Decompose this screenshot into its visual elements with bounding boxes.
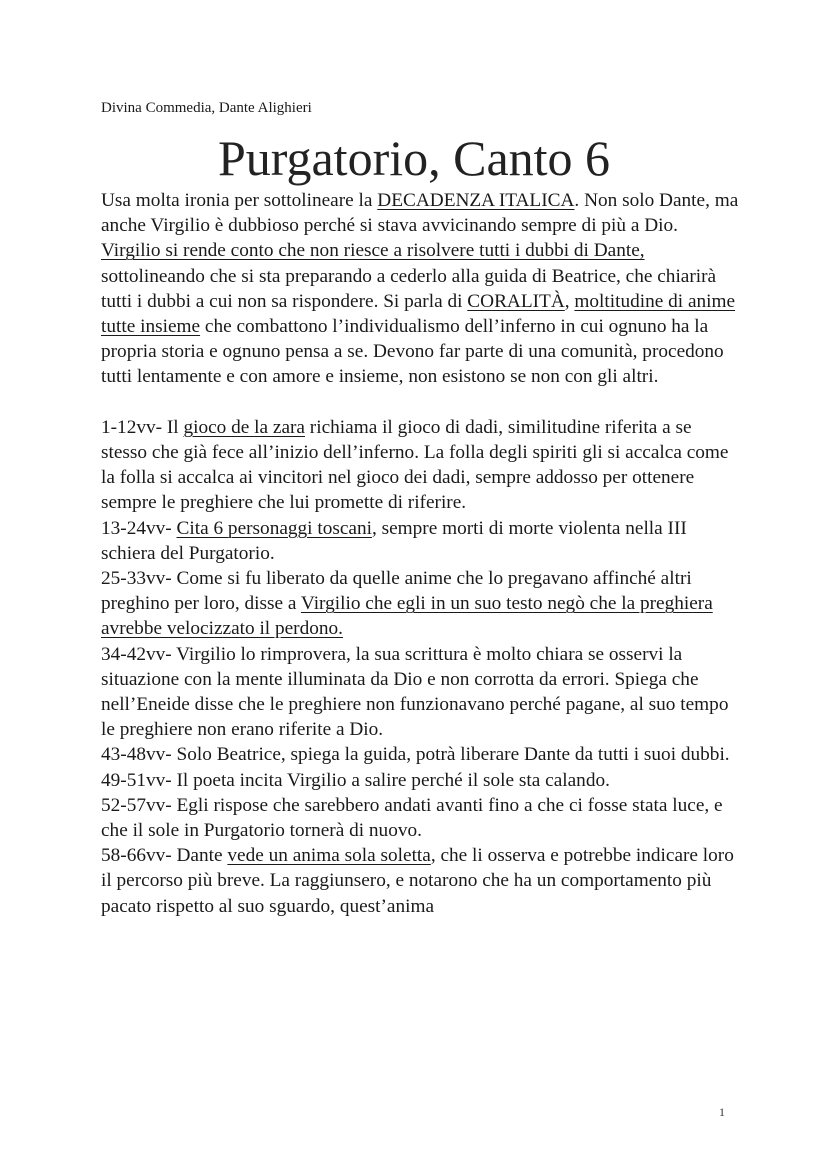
text-run: 52-57vv- Egli rispose che sarebbero andati avanti fino a che ci fosse stata luce, e che il sole in Purgatorio tornerà di nuovo. [101, 794, 723, 842]
verse-note [101, 843, 741, 919]
page-number: 1 [719, 1105, 725, 1119]
underlined-text: gioco de la zara [183, 416, 305, 438]
text-run: Usa molta ironia per sottolineare la [101, 190, 378, 211]
document-body [101, 188, 741, 919]
document-header: Divina Commedia, Dante Alighieri [101, 100, 312, 116]
text-run: 13-24vv- [101, 517, 177, 539]
verse-note [101, 768, 741, 793]
underlined-text: Virgilio si rende conto che non riesce a risolvere tutti i dubbi di Dante, [101, 240, 645, 262]
text-run: 58-66vv- Dante [101, 845, 228, 867]
text-run: 25-33vv- Come si fu liberato da quelle anime che lo pregavano affinché altri preghino per loro, disse a [101, 568, 692, 615]
underlined-text: CORALITÀ [467, 290, 565, 312]
underlined-text: Virgilio che egli in un suo testo negò che la preghiera avrebbe velocizzato il perdono. [101, 593, 713, 640]
underlined-text: vede un anima sola soletta [227, 845, 431, 867]
verse-note [101, 742, 741, 767]
text-run: , [564, 290, 575, 312]
text-run: che combattono l’individualismo dell’inferno in cui ognuno ha la propria storia e ognuno pensa a se. Devono far parte di una comunità, procedono tutti lentamente e con amore e insieme, non esistono se non con gli altri. [101, 316, 724, 388]
text-run: , sempre morti di morte violenta nella III schiera del Purgatorio. [101, 517, 687, 564]
text-run: 34-42vv- Virgilio lo rimprovera, la sua scrittura è molto chiara se osservi la situazione con la mente illuminata da Dio e non corrotta da errori. Spiega che nell’Eneide disse che le preghiere non funzionavano perché pagane, al suo tempo le preghiere non erano riferite a Dio. [101, 643, 729, 741]
text-run: 43-48vv- Solo Beatrice, spiega la guida, potrà liberare Dante da tutti i suoi dubbi. [101, 744, 730, 766]
underlined-text: Cita 6 personaggi toscani [176, 517, 372, 539]
verse-notes [101, 415, 741, 919]
text-run: . Non solo Dante, ma anche Virgilio è dubbioso perché si stava avvicinando sempre di più a Dio. [101, 190, 739, 237]
text-run: 1-12vv- Il [101, 416, 184, 438]
verse-note [101, 642, 741, 743]
verse-note [101, 415, 741, 516]
text-run: 49-51vv- Il poeta incita Virgilio a salire perché il sole sta calando. [101, 769, 610, 791]
underlined-text: moltitudine di anime tutte insieme [101, 290, 736, 338]
verse-note [101, 793, 741, 843]
verse-note [101, 566, 741, 642]
text-run: sottolineando che si sta preparando a cederlo alla guida di Beatrice, che chiarirà tutti i dubbi a cui non sa rispondere. Si parla di [101, 265, 717, 312]
text-run: , che li osserva e potrebbe indicare loro il percorso più breve. La raggiunsero, e notarono che ha un comportamento più pacato rispetto al suo sguardo, quest’anima [101, 845, 734, 917]
paragraph-spacer [101, 390, 741, 415]
page-title: Purgatorio, Canto 6 [217, 130, 611, 186]
intro-paragraph [101, 188, 741, 390]
underlined-text: DECADENZA ITALICA [377, 190, 575, 211]
text-run: richiama il gioco di dadi, similitudine riferita a se stesso che già fece all’inizio dell’inferno. La folla degli spiriti gli si accalca come la folla si accalca ai vincitori nel gioco dei dadi, sempre addosso per ottenere sempre le preghiere che lui promette di riferire. [101, 416, 729, 514]
verse-note [101, 516, 741, 566]
